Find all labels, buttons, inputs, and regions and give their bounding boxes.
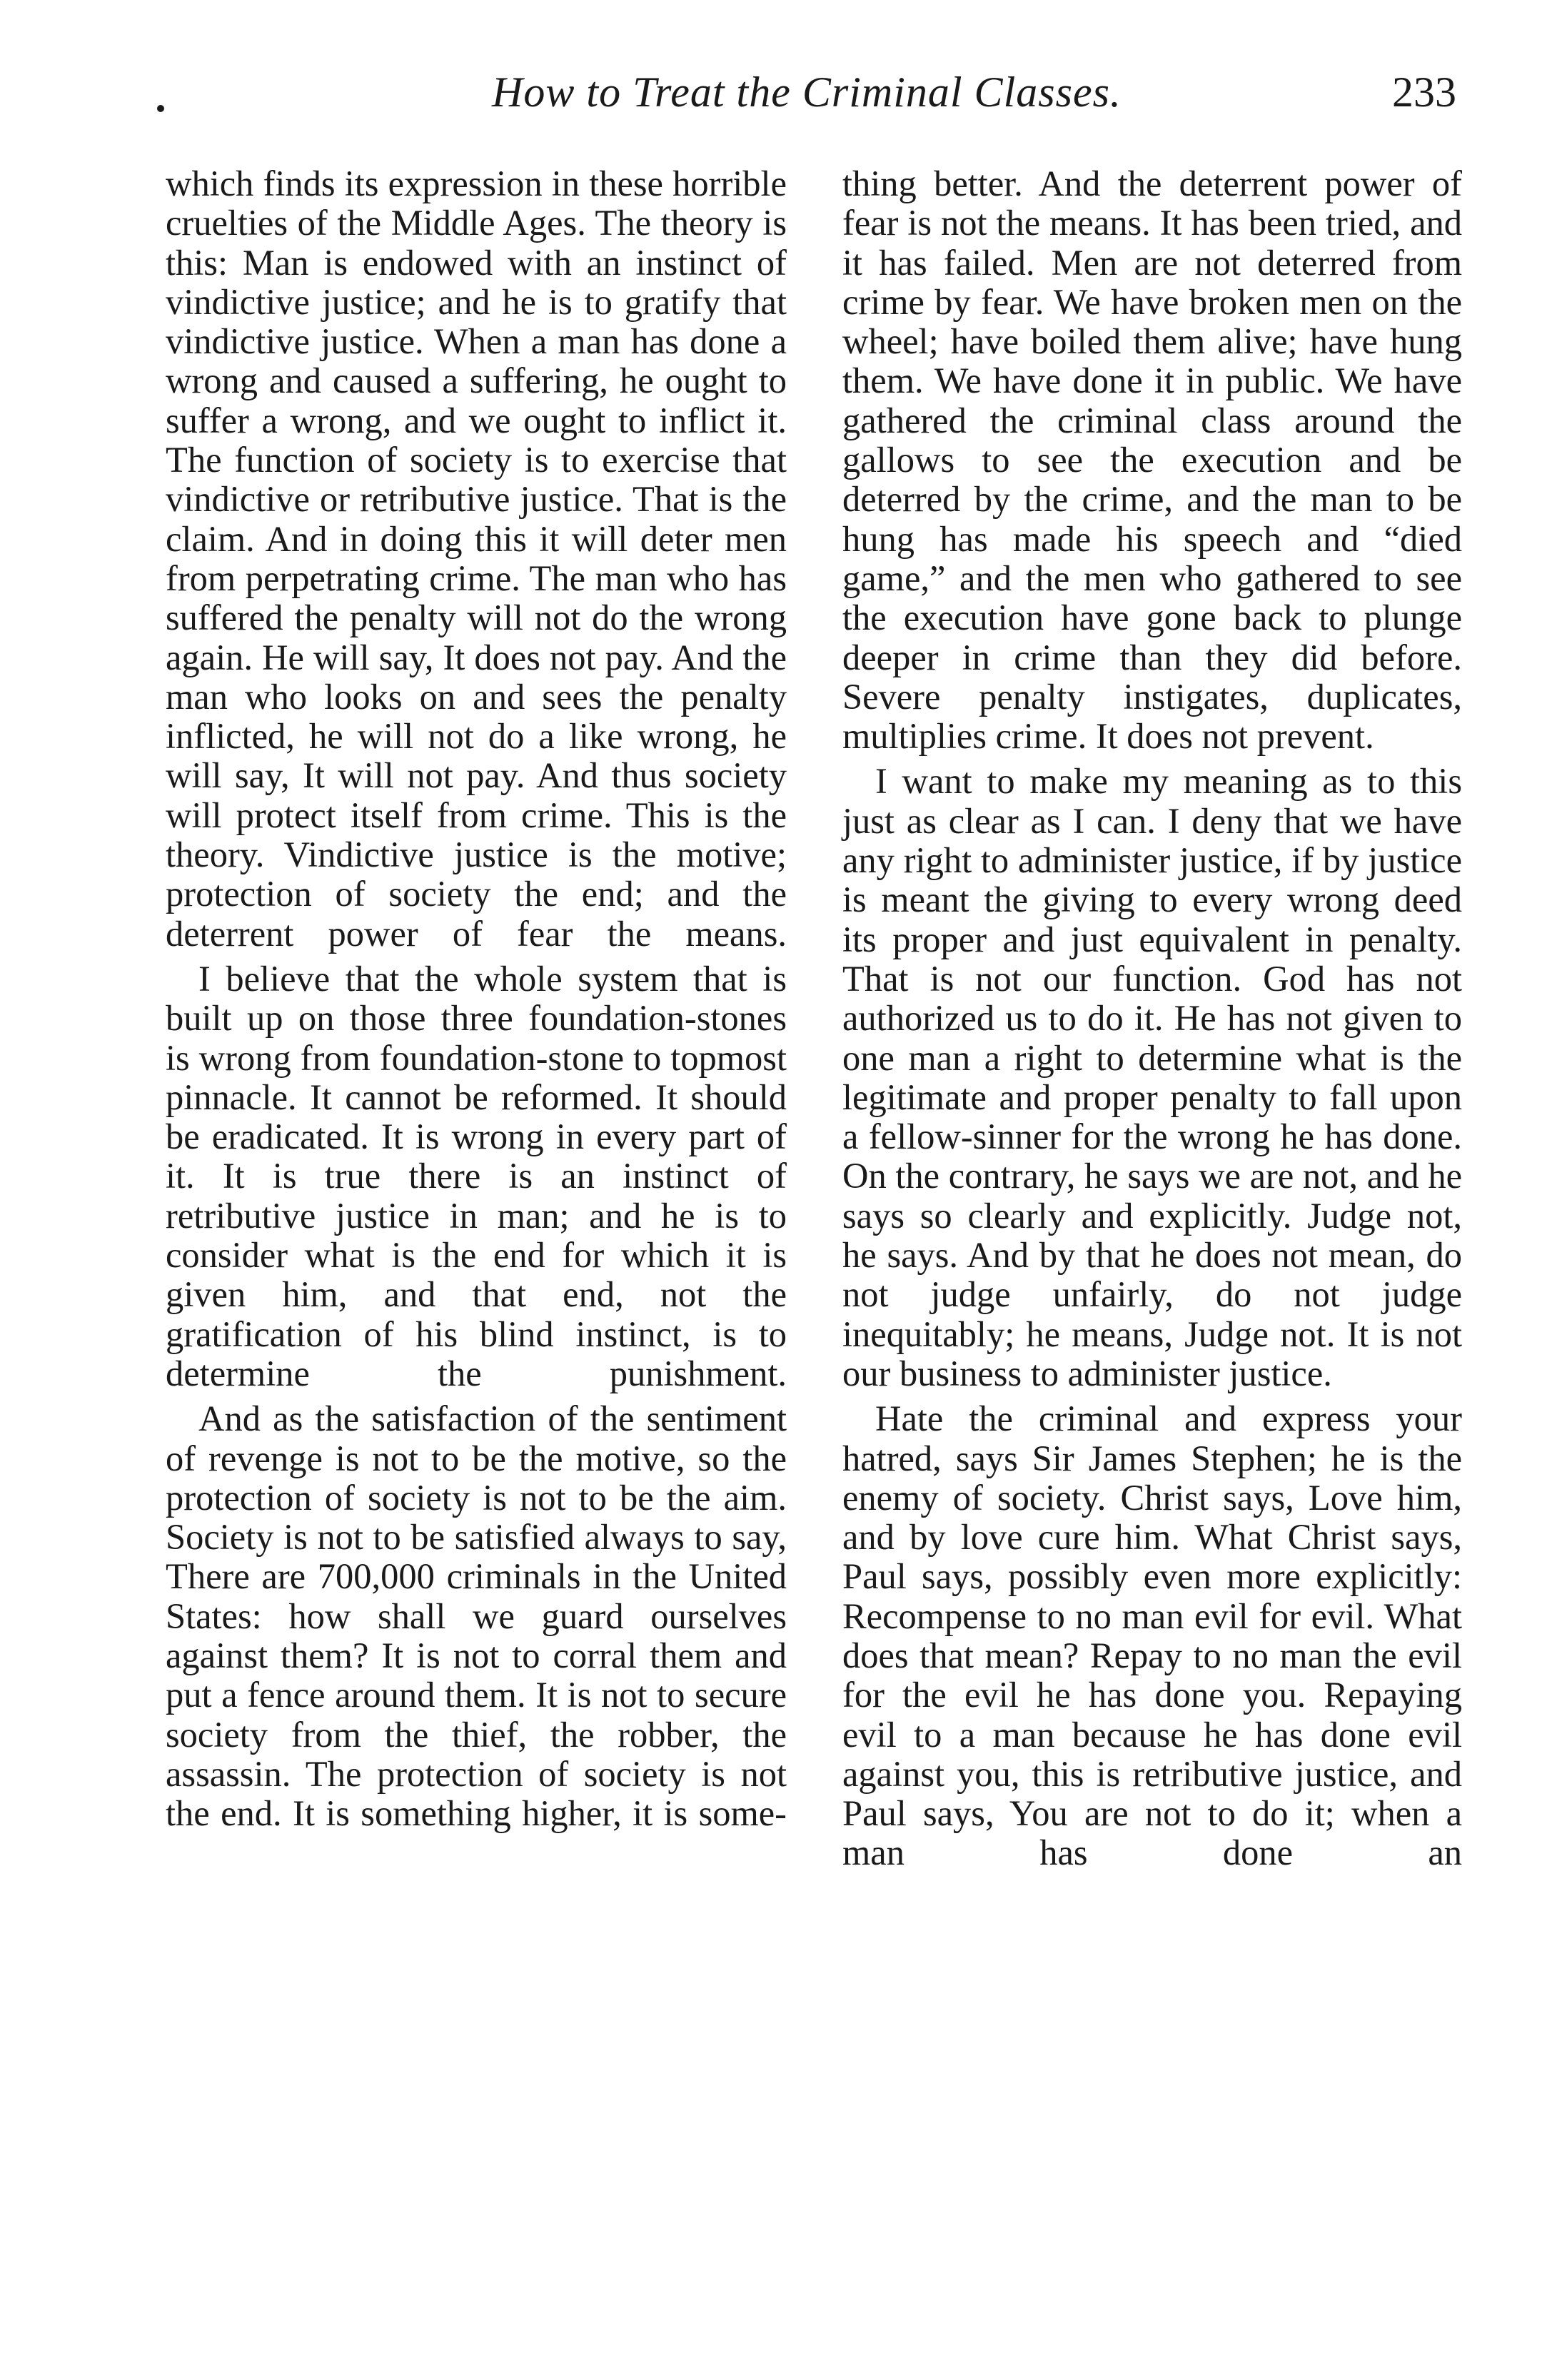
paragraph: I want to make my meaning as to this just as clear as I can. I deny that we have any right to administer justice, if by justice is meant the giving to every wrong deed its proper and just equivalent in penalty. That is not our function. God has not authorized us to do it. He has not given to one man a right to determine what is the legitimate and proper penalty to fall upon a fellow-sinner for the wrong he has done. On the contrary, he says we are not, and he says so clearly and explicitly. Judge not, he says. And by that he does not mean, do not judge unfairly, do not judge inequitably; he means, Judge not. It is not our business to administer justice. xyxy=(842,761,1462,1393)
page-header xyxy=(157,61,1456,125)
paragraph: Hate the criminal and express your hatred, says Sir James Stephen; he is the enemy of society. Christ says, Love him, and by love cure him. What Christ says, Paul says, possibly even more explicitly: Recompense to no man evil for evil. What does that mean? Repay to no man the evil for the evil he has done you. Repaying evil to a man because he has done evil against you, this is retributive justice, and Paul says, You are not to do it; when a man has done an xyxy=(842,1398,1462,1873)
paragraph: thing better. And the deterrent power of fear is not the means. It has been tried, and it has failed. Men are not deterred from crime by fear. We have broken men on the wheel; have boiled them alive; have hung them. We have done it in public. We have gathered the criminal class around the gallows to see the execution and be deterred by the crime, and the man to be hung has made his speech and “died game,” and the men who gathered to see the execution have gone back to plunge deeper in crime than they did before. Severe penalty instigates, duplicates, multiplies crime. It does not prevent. xyxy=(842,163,1462,757)
paragraph: which finds its expression in these horrible cruelties of the Middle Ages. The theory is this: Man is endowed with an instinct of vindictive justice; and he is to gratify that vindictive justice. When a man has done a wrong and caused a suffering, he ought to suffer a wrong, and we ought to inflict it. The function of society is to exercise that vindictive or retributive justice. That is the claim. And in doing this it will deter men from perpetrating crime. The man who has suffered the penalty will not do the wrong again. He will say, It does not pay. And the man who looks on and sees the penalty inflicted, he will not do a like wrong, he will say, It will not pay. And thus society will protect itself from crime. This is the theory. Vindictive justice is the motive; protection of society the end; and the deterrent power of fear the means. xyxy=(166,163,787,954)
paragraph: And as the satisfaction of the sentiment of revenge is not to be the motive, so the protection of society is not to be the aim. Society is not to be satisfied always to say, There are 700,000 criminals in the United States: how shall we guard ourselves against them? It is not to corral them and put a fence around them. It is not to secure society from the thief, the robber, the assassin. The protection of society is not the end. It is something higher, it is some- xyxy=(166,1398,787,1834)
paragraph: I believe that the whole system that is built up on those three foundation-stones is wrong from foundation-stone to topmost pinnacle. It cannot be reformed. It should be eradicated. It is wrong in every part of it. It is true there is an instinct of retributive justice in man; and he is to consider what is the end for which it is given him, and that end, not the gratification of his blind instinct, is to determine the punishment. xyxy=(166,958,787,1393)
left-column xyxy=(166,164,787,1833)
running-title: How to Treat the Criminal Classes. xyxy=(492,69,1122,116)
page-number: 233 xyxy=(1392,69,1456,116)
right-column xyxy=(842,164,1462,1873)
